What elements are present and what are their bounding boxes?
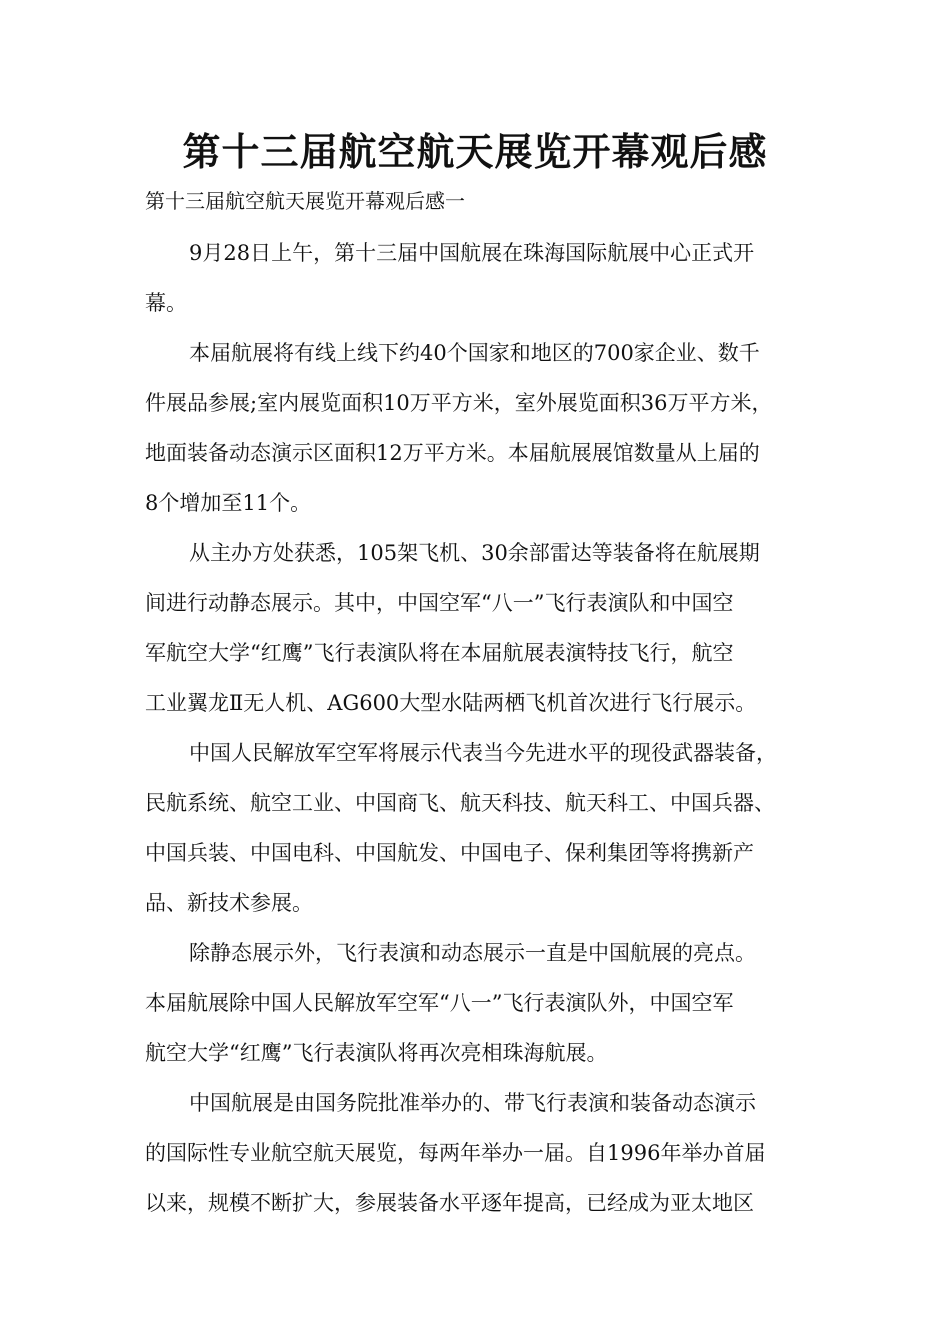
paragraph [145,1078,810,1228]
document-body [145,228,810,1228]
paragraph-line: 本届航展除中国人民解放军空军“八一”飞行表演队外，中国空军 [145,991,734,1015]
paragraph-line: 工业翼龙Ⅱ无人机、AG600大型水陆两栖飞机首次进行飞行展示。 [145,691,757,715]
paragraph-line: 除静态展示外，飞行表演和动态展示一直是中国航展的亮点。 [189,941,756,965]
paragraph-line: 的国际性专业航空航天展览，每两年举办一届。自1996年举办首届 [145,1141,766,1165]
document-title: 第十三届航空航天展览开幕观后感 [182,130,768,174]
paragraph-line: 8个增加至11个。 [145,491,312,515]
paragraph-line: 间进行动静态展示。其中，中国空军“八一”飞行表演队和中国空 [145,591,734,615]
paragraph-line: 中国人民解放军空军将展示代表当今先进水平的现役武器装备， [189,741,777,765]
paragraph [145,728,810,928]
paragraph [145,928,810,1078]
paragraph-line: 品、新技术参展。 [145,891,313,915]
document-subtitle: 第十三届航空航天展览开幕观后感一 [145,189,465,213]
paragraph-line: 幕。 [145,291,187,315]
paragraph [145,328,810,528]
paragraph-line: 件展品参展;室内展览面积10万平方米，室外展览面积36万平方米， [145,391,773,415]
paragraph [145,228,810,328]
paragraph-line: 中国航展是由国务院批准举办的、带飞行表演和装备动态演示 [189,1091,756,1115]
paragraph-line: 9月28日上午，第十三届中国航展在珠海国际航展中心正式开 [189,241,755,265]
paragraph-line: 民航系统、航空工业、中国商飞、航天科技、航天科工、中国兵器、 [145,791,775,815]
paragraph-line: 地面装备动态演示区面积12万平方米。本届航展展馆数量从上届的 [145,441,760,465]
paragraph-line: 中国兵装、中国电科、中国航发、中国电子、保利集团等将携新产 [145,841,754,865]
paragraph-line: 军航空大学“红鹰”飞行表演队将在本届航展表演特技飞行，航空 [145,641,734,665]
paragraph-line: 从主办方处获悉，105架飞机、30余部雷达等装备将在航展期 [189,541,760,565]
paragraph-line: 航空大学“红鹰”飞行表演队将再次亮相珠海航展。 [145,1041,608,1065]
paragraph-line: 本届航展将有线上线下约40个国家和地区的700家企业、数千 [189,341,760,365]
paragraph [145,528,810,728]
paragraph-line: 以来，规模不断扩大，参展装备水平逐年提高，已经成为亚太地区 [145,1191,754,1215]
